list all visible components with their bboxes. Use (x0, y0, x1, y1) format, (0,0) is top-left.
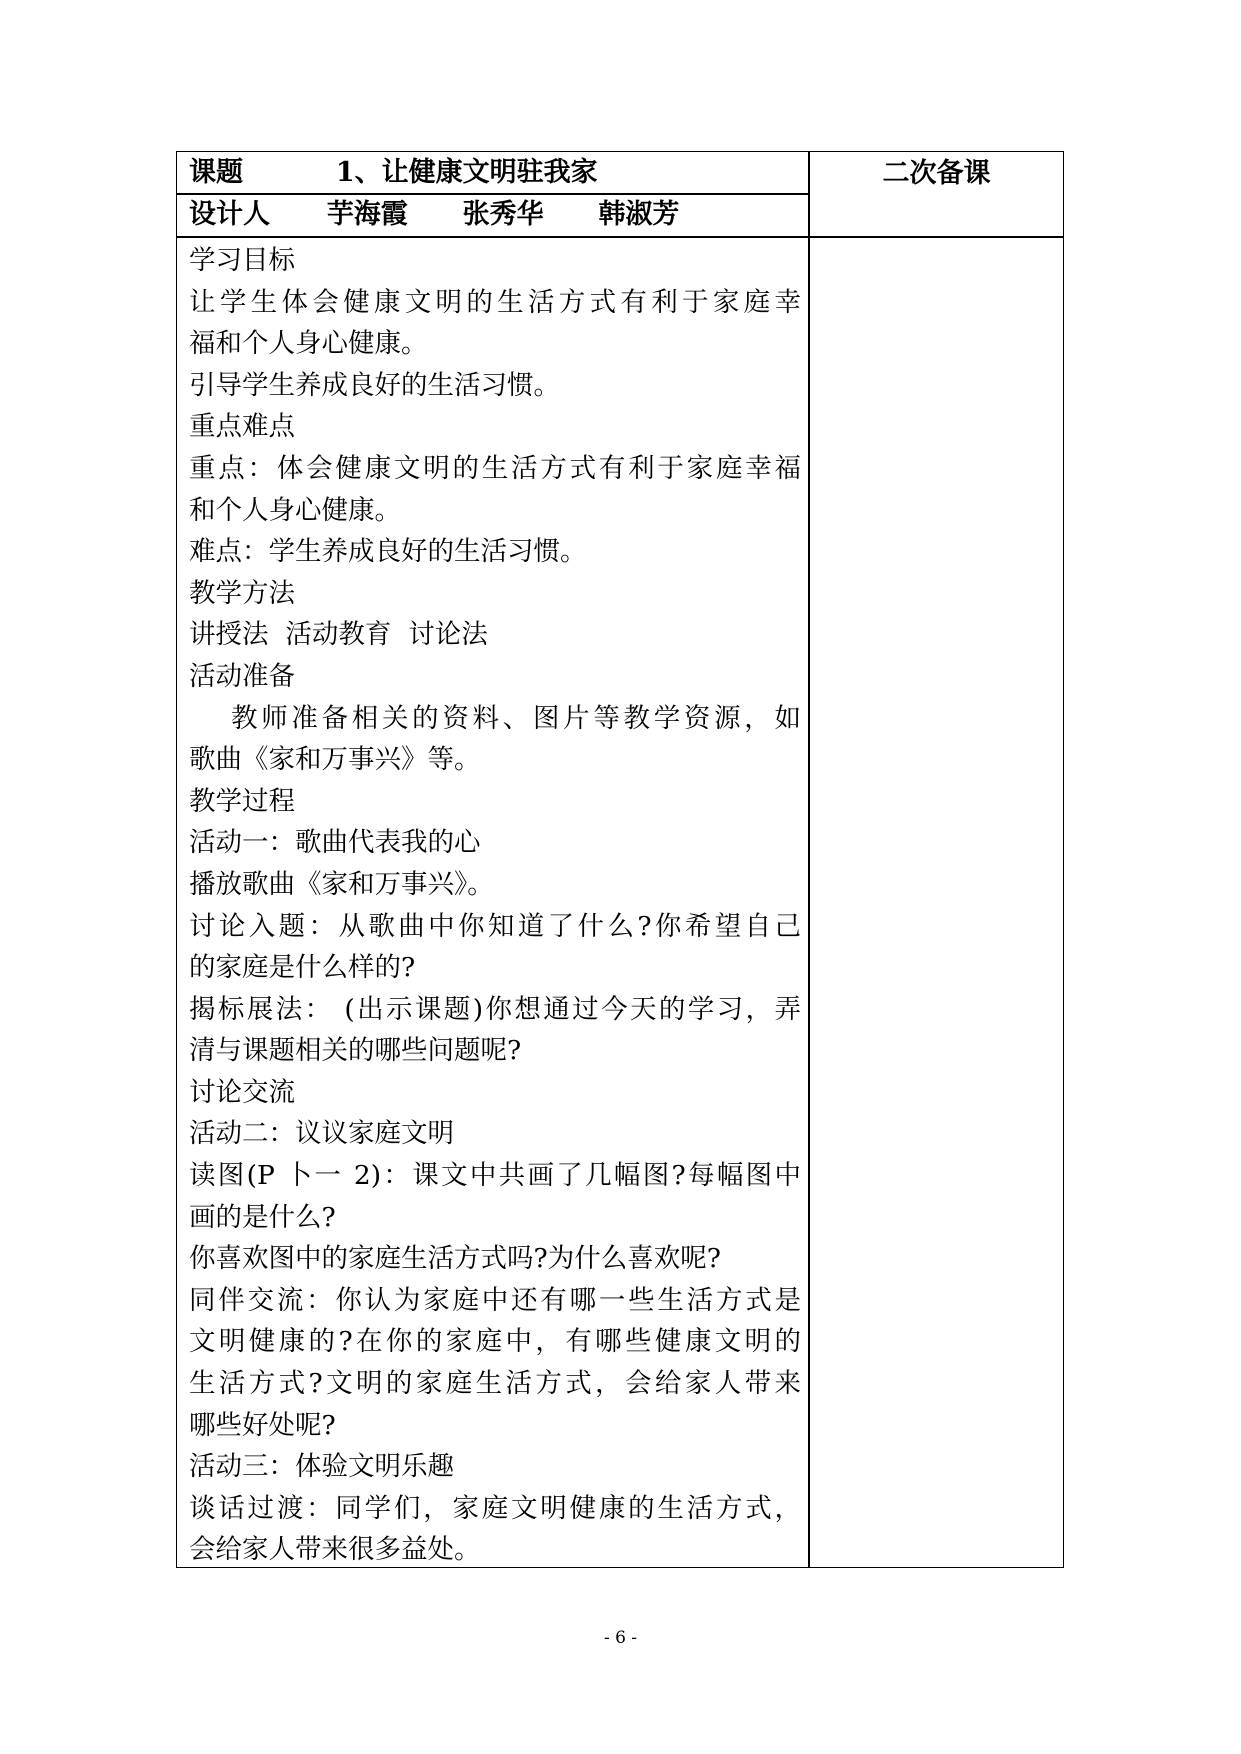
text-line: 重点：体会健康文明的生活方式有利于家庭幸福 (189, 452, 801, 484)
section-heading: 教学过程 (189, 785, 295, 817)
section-heading: 重点难点 (189, 411, 295, 443)
section-heading: 学习目标 (189, 245, 295, 276)
text-line: 活动三：体验文明乐趣 (189, 1451, 454, 1483)
text-line: 和个人身心健康。 (189, 494, 401, 526)
text-line: 揭标展法： (出示课题)你想通过今天的学习，弄 (189, 993, 801, 1025)
text-line: 歌曲《家和万事兴》等。 (189, 744, 481, 776)
section-heading: 讨论交流 (189, 1076, 295, 1108)
text-line: 讨论入题：从歌曲中你知道了什么?你希望自己 (189, 910, 801, 942)
text-line: 文明健康的?在你的家庭中，有哪些健康文明的 (189, 1326, 801, 1358)
text-line: 难点：学生养成良好的生活习惯。 (189, 536, 587, 568)
text-line: 教师准备相关的资料、图片等教学资源，如 (231, 702, 801, 734)
topic-row (189, 152, 598, 194)
text-line: 读图(P 卜一 2)：课文中共画了几幅图?每幅图中 (189, 1160, 801, 1192)
lesson-plan-table (176, 151, 1064, 1568)
text-line: 播放歌曲《家和万事兴》。 (189, 868, 494, 900)
text-line: 福和个人身心健康。 (189, 328, 428, 360)
text-line: 让学生体会健康文明的生活方式有利于家庭幸 (189, 286, 801, 318)
column-divider (808, 152, 810, 1567)
lesson-content (189, 240, 801, 1571)
designer-name: 芋海霞 (326, 199, 408, 230)
second-preparation-header: 二次备课 (882, 158, 991, 189)
text-line: 哪些好处呢? (189, 1409, 336, 1441)
designer-name: 韩淑芳 (598, 199, 680, 230)
text-line: 讲授法 活动教育 讨论法 (189, 619, 488, 651)
row-divider-2 (177, 236, 1063, 238)
text-line: 活动二：议议家庭文明 (189, 1118, 454, 1150)
text-line: 引导学生养成良好的生活习惯。 (189, 369, 560, 401)
topic-title: 1、让健康文明驻我家 (335, 157, 598, 188)
text-line: 的家庭是什么样的? (189, 952, 416, 984)
designer-name: 张秀华 (462, 199, 544, 230)
text-line: 生活方式?文明的家庭生活方式，会给家人带来 (189, 1368, 801, 1400)
text-line: 活动一：歌曲代表我的心 (189, 827, 481, 859)
section-heading: 教学方法 (189, 577, 295, 609)
text-line: 画的是什么? (189, 1201, 336, 1233)
text-line: 你喜欢图中的家庭生活方式吗?为什么喜欢呢? (189, 1243, 721, 1275)
designer-row (189, 194, 679, 236)
section-heading: 活动准备 (189, 660, 295, 692)
text-line: 会给家人带来很多益处。 (189, 1534, 481, 1566)
topic-label: 课题 (189, 157, 243, 188)
designer-label: 设计人 (189, 199, 270, 230)
page-number: - 6 - (603, 1628, 638, 1648)
text-line: 清与课题相关的哪些问题呢? (189, 1035, 522, 1067)
text-line: 谈话过渡：同学们，家庭文明健康的生活方式， (189, 1492, 801, 1524)
text-line: 同伴交流：你认为家庭中还有哪一些生活方式是 (189, 1284, 801, 1316)
